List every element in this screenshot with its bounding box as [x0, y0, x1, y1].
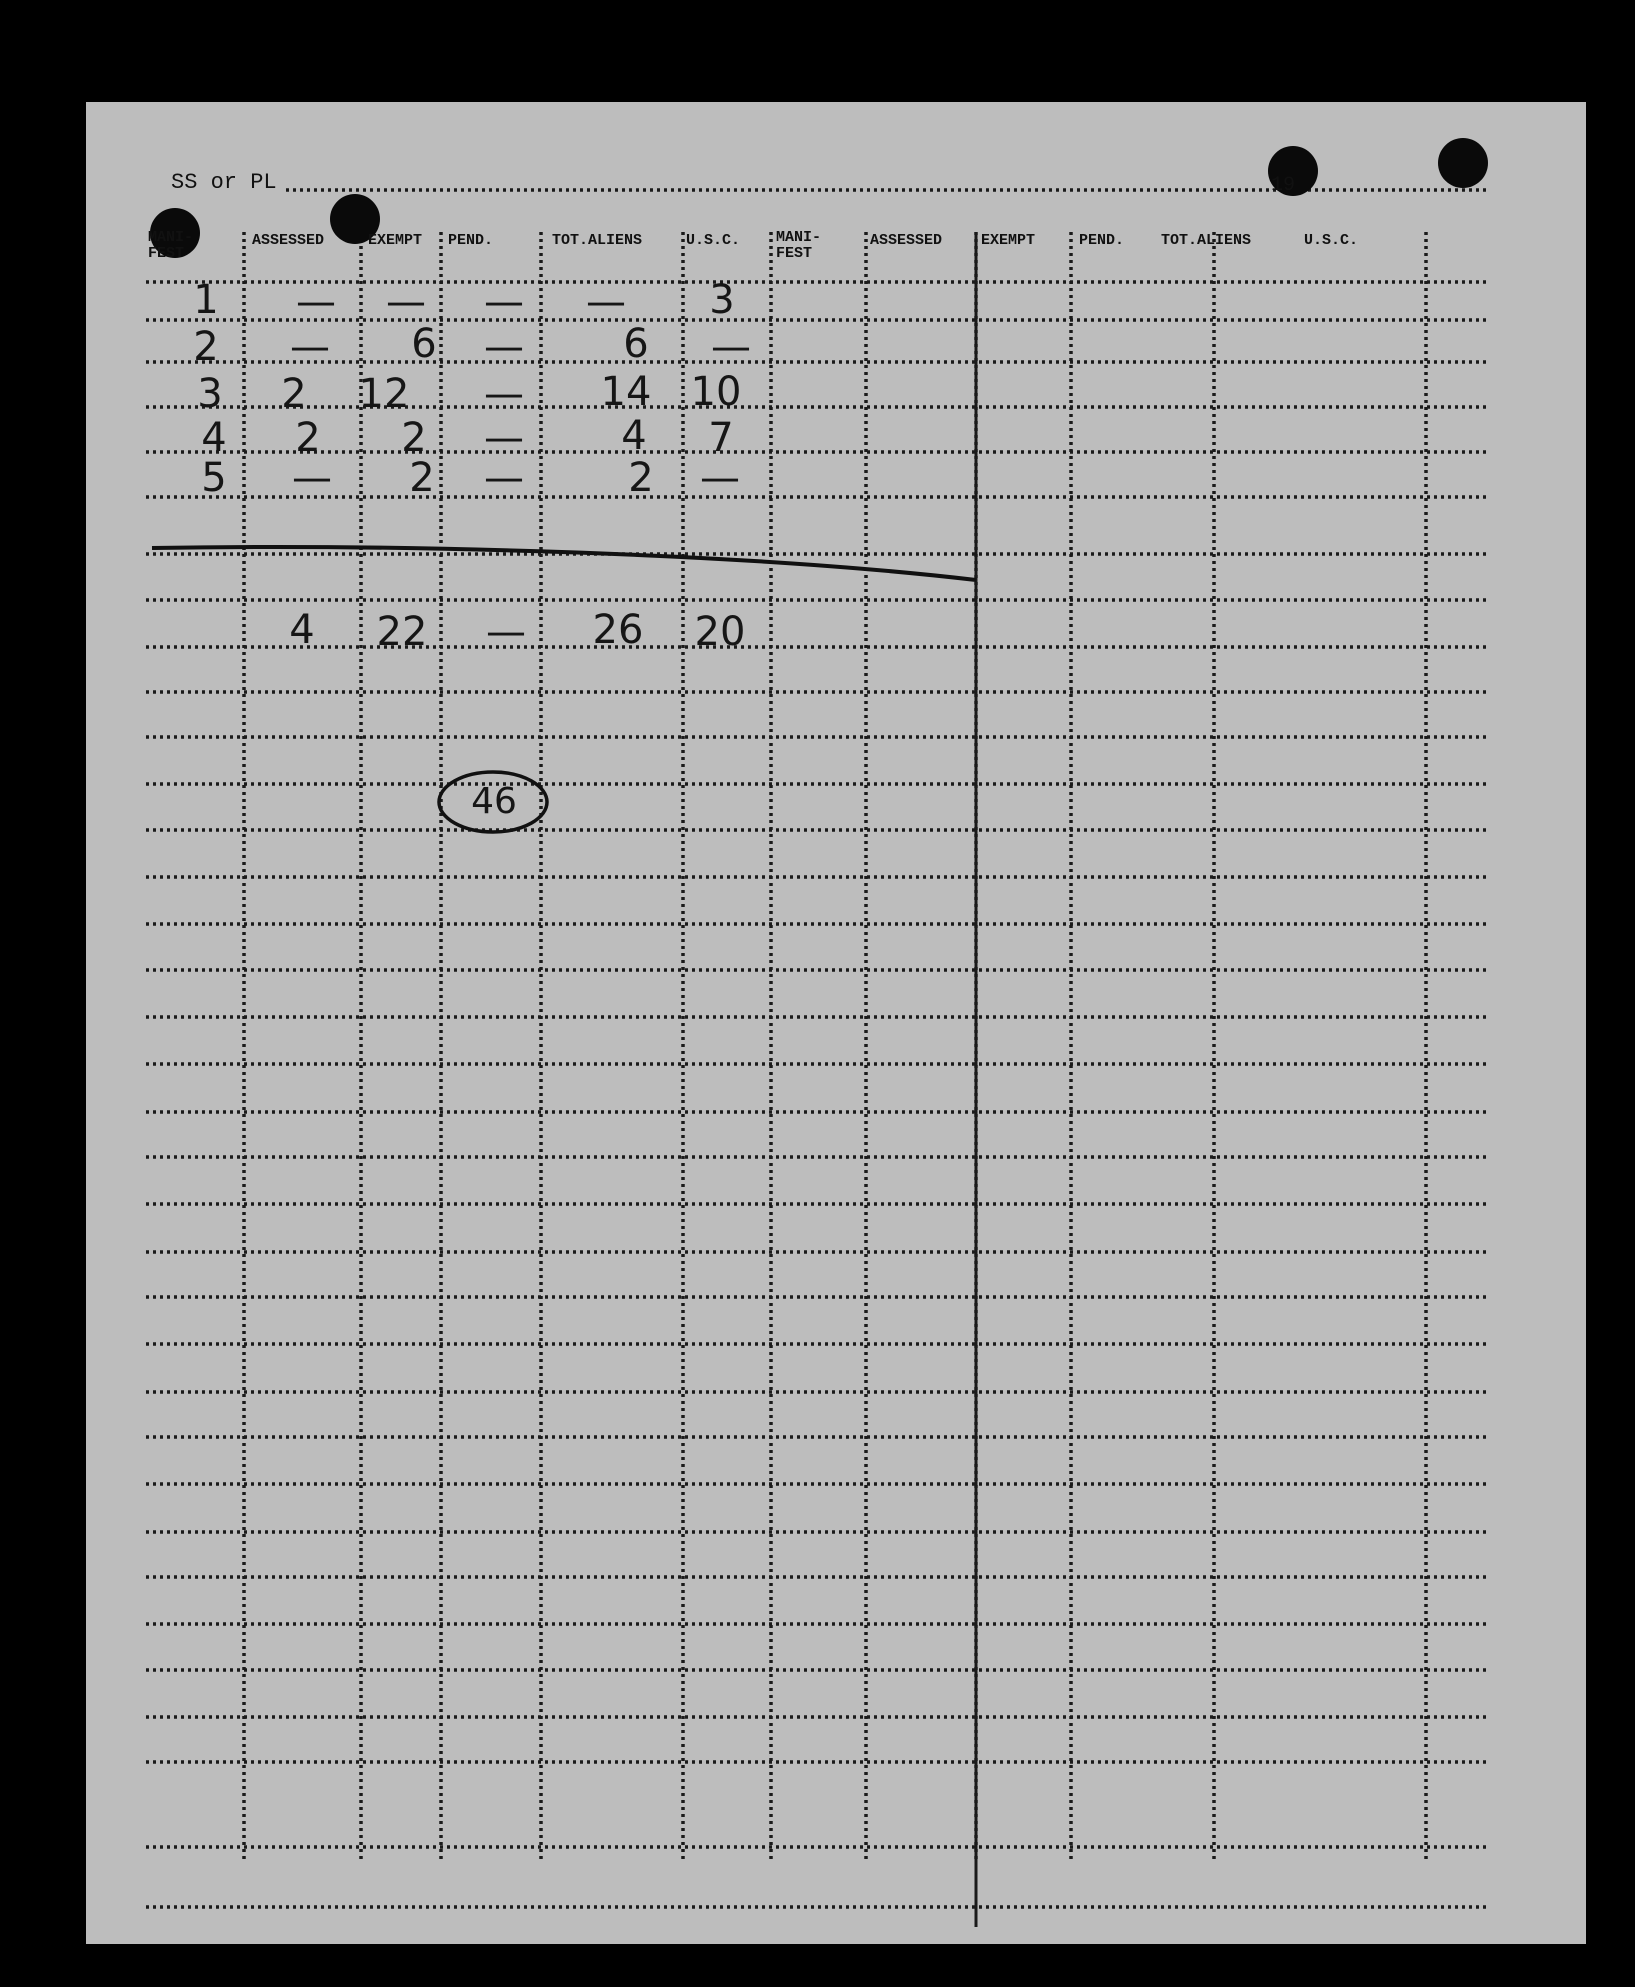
header-manifest-right: MANI- FEST: [776, 229, 822, 262]
row-3-pend: —: [484, 371, 524, 417]
row-4-assessed: 2: [295, 415, 321, 461]
punch-hole: [1438, 138, 1488, 188]
row-3-usc: 10: [690, 369, 742, 415]
row-3-manifest: 3: [197, 371, 223, 417]
row-1-exempt: —: [386, 279, 426, 325]
row-4-pend: —: [484, 415, 524, 461]
form-label: SS or PL: [171, 170, 277, 195]
row-2-manifest: 2: [193, 324, 219, 370]
row-2-assessed: —: [290, 324, 330, 370]
header-exempt-left: EXEMPT: [368, 232, 423, 249]
row-5-exempt: 2: [409, 455, 435, 501]
header-pend-right: PEND.: [1079, 232, 1125, 249]
total-pend: —: [486, 609, 526, 655]
row-3-tot-aliens: 14: [600, 369, 652, 415]
row-2-pend: —: [484, 324, 524, 370]
row-1-usc: 3: [709, 277, 735, 323]
form-page: [86, 102, 1586, 1944]
row-4-manifest: 4: [201, 415, 227, 461]
row-5-assessed: —: [292, 455, 332, 501]
total-assessed: 4: [289, 607, 315, 653]
header-assessed-left: ASSESSED: [252, 232, 325, 249]
row-4-exempt: 2: [401, 415, 427, 461]
header-tot-aliens-left: TOT.ALIENS: [552, 232, 643, 249]
row-5-manifest: 5: [201, 455, 227, 501]
header-pend-left: PEND.: [448, 232, 494, 249]
row-3-exempt: 12: [358, 371, 410, 417]
row-4-usc: 7: [708, 415, 734, 461]
row-4-tot-aliens: 4: [621, 413, 647, 459]
header-usc-left: U.S.C.: [686, 232, 741, 249]
total-exempt: 22: [376, 609, 428, 655]
row-1-pend: —: [484, 279, 524, 325]
form-grid: [86, 102, 1586, 1944]
row-3-assessed: 2: [281, 371, 307, 417]
row-1-tot-aliens: —: [586, 279, 626, 325]
row-5-pend: —: [484, 455, 524, 501]
row-1-manifest: 1: [193, 277, 219, 323]
total-usc: 20: [694, 609, 746, 655]
header-usc-right: U.S.C.: [1304, 232, 1359, 249]
year-prefix: 19: [1271, 174, 1296, 197]
header-manifest-left: MANI- FEST: [148, 229, 194, 262]
header-exempt-right: EXEMPT: [981, 232, 1036, 249]
row-1-assessed: —: [296, 279, 336, 325]
header-tot-aliens-right: TOT.ALIENS: [1161, 232, 1252, 249]
grand-total: 46: [471, 781, 517, 822]
row-2-usc: —: [711, 324, 751, 370]
row-2-tot-aliens: 6: [623, 321, 649, 367]
row-5-tot-aliens: 2: [628, 455, 654, 501]
total-tot-aliens: 26: [592, 607, 644, 653]
header-assessed-right: ASSESSED: [870, 232, 943, 249]
row-2-exempt: 6: [411, 321, 437, 367]
row-5-usc: —: [700, 455, 740, 501]
